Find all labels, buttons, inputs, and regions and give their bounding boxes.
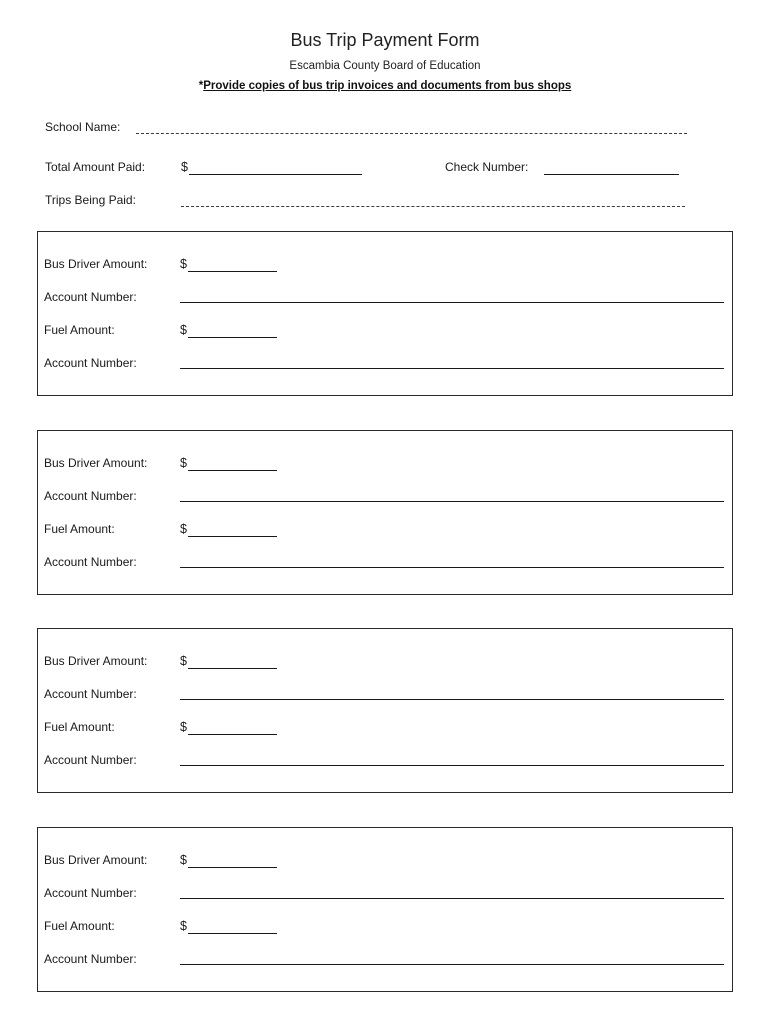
currency-symbol: $ bbox=[180, 853, 187, 867]
currency-symbol: $ bbox=[180, 257, 187, 271]
fuel-amount-label: Fuel Amount: bbox=[44, 522, 115, 536]
currency-symbol: $ bbox=[180, 919, 187, 933]
account-number-label: Account Number: bbox=[44, 555, 137, 569]
account-number-label: Account Number: bbox=[44, 489, 137, 503]
account-number-field[interactable] bbox=[180, 765, 724, 766]
school-name-label: School Name: bbox=[45, 120, 121, 134]
payment-section bbox=[37, 628, 733, 793]
account-number-field[interactable] bbox=[180, 567, 724, 568]
account-number-field[interactable] bbox=[180, 699, 724, 700]
bus-driver-amount-label: Bus Driver Amount: bbox=[44, 257, 148, 271]
currency-symbol: $ bbox=[180, 720, 187, 734]
page-title: Bus Trip Payment Form bbox=[290, 30, 480, 50]
fuel-amount-label: Fuel Amount: bbox=[44, 919, 115, 933]
fuel-amount-label: Fuel Amount: bbox=[44, 323, 115, 337]
bus-driver-amount-field[interactable] bbox=[188, 867, 277, 868]
currency-symbol: $ bbox=[180, 522, 187, 536]
account-number-label: Account Number: bbox=[44, 356, 137, 370]
currency-symbol: $ bbox=[181, 160, 188, 174]
account-number-label: Account Number: bbox=[44, 687, 137, 701]
account-number-field[interactable] bbox=[180, 302, 724, 303]
organization-subtitle: Escambia County Board of Education bbox=[289, 60, 481, 72]
currency-symbol: $ bbox=[180, 456, 187, 470]
total-amount-label: Total Amount Paid: bbox=[45, 160, 146, 174]
payment-section bbox=[37, 827, 733, 992]
account-number-field[interactable] bbox=[180, 898, 724, 899]
currency-symbol: $ bbox=[180, 323, 187, 337]
bus-driver-amount-label: Bus Driver Amount: bbox=[44, 654, 148, 668]
payment-section bbox=[37, 430, 733, 595]
account-number-label: Account Number: bbox=[44, 886, 137, 900]
bus-driver-amount-label: Bus Driver Amount: bbox=[44, 456, 148, 470]
instruction-notice bbox=[0, 80, 770, 92]
check-number-field[interactable] bbox=[544, 174, 679, 175]
fuel-amount-field[interactable] bbox=[188, 734, 277, 735]
account-number-field[interactable] bbox=[180, 501, 724, 502]
payment-section bbox=[37, 231, 733, 396]
account-number-field[interactable] bbox=[180, 368, 724, 369]
fuel-amount-field[interactable] bbox=[188, 933, 277, 934]
bus-driver-amount-label: Bus Driver Amount: bbox=[44, 853, 148, 867]
account-number-label: Account Number: bbox=[44, 952, 137, 966]
account-number-field[interactable] bbox=[180, 964, 724, 965]
account-number-label: Account Number: bbox=[44, 753, 137, 767]
school-name-field[interactable] bbox=[136, 133, 687, 134]
notice-text: Provide copies of bus trip invoices and documents from bus shops bbox=[203, 80, 572, 92]
currency-symbol: $ bbox=[180, 654, 187, 668]
fuel-amount-label: Fuel Amount: bbox=[44, 720, 115, 734]
notice-asterisk: * bbox=[198, 80, 204, 92]
account-number-label: Account Number: bbox=[44, 290, 137, 304]
trips-being-paid-field[interactable] bbox=[181, 206, 685, 207]
check-number-label: Check Number: bbox=[445, 160, 529, 174]
fuel-amount-field[interactable] bbox=[188, 337, 277, 338]
fuel-amount-field[interactable] bbox=[188, 536, 277, 537]
bus-driver-amount-field[interactable] bbox=[188, 668, 277, 669]
bus-driver-amount-field[interactable] bbox=[188, 470, 277, 471]
trips-being-paid-label: Trips Being Paid: bbox=[45, 193, 136, 207]
bus-driver-amount-field[interactable] bbox=[188, 271, 277, 272]
total-amount-field[interactable] bbox=[189, 174, 362, 175]
